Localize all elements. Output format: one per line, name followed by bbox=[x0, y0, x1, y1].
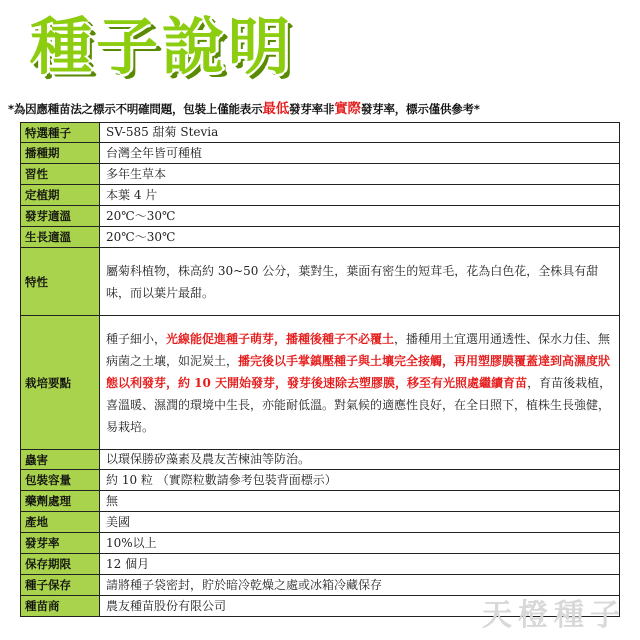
characteristics-cell bbox=[100, 248, 620, 316]
page-title: 種子說明 bbox=[30, 10, 295, 83]
notice-text bbox=[8, 97, 632, 117]
table-row bbox=[21, 206, 620, 227]
row-label: 播種期 bbox=[21, 143, 100, 164]
cultivation-seg-1: 種子細小， bbox=[106, 331, 167, 346]
notice-part1: *為因應種苗法之標示不明確問題，包裝上僅能表示 bbox=[8, 102, 263, 116]
row-label: 種苗商 bbox=[21, 596, 100, 617]
table-row bbox=[21, 470, 620, 491]
table-row bbox=[21, 554, 620, 575]
watermark-logo: 天橙種子 bbox=[482, 598, 626, 633]
notice-part2: 發芽率非 bbox=[289, 102, 335, 116]
row-value: 20℃～30℃ bbox=[100, 227, 620, 248]
notice-emphasis-actual: 實際 bbox=[334, 101, 361, 117]
row-label: 栽培要點 bbox=[21, 316, 100, 450]
cultivation-cell bbox=[100, 316, 620, 450]
row-value: 10%以上 bbox=[100, 533, 620, 554]
table-row bbox=[21, 491, 620, 512]
table-row bbox=[21, 512, 620, 533]
row-label: 定植期 bbox=[21, 185, 100, 206]
row-label: 包裝容量 bbox=[21, 470, 100, 491]
row-label: 蟲害 bbox=[21, 450, 100, 470]
row-value: SV-585 甜菊 Stevia bbox=[100, 123, 620, 143]
seed-spec-table bbox=[20, 122, 620, 617]
table-row bbox=[21, 227, 620, 248]
row-label: 發芽率 bbox=[21, 533, 100, 554]
row-label: 發芽適溫 bbox=[21, 206, 100, 227]
row-value: 本葉 4 片 bbox=[100, 185, 620, 206]
row-label: 生長適溫 bbox=[21, 227, 100, 248]
notice-emphasis-lowest: 最低 bbox=[262, 101, 290, 117]
row-value: 以環保勝矽藻素及農友苦楝油等防治。 bbox=[100, 450, 620, 470]
row-value: 台灣全年皆可種植 bbox=[100, 143, 620, 164]
row-value: 請將種子袋密封，貯於暗冷乾燥之處或冰箱冷藏保存 bbox=[100, 575, 620, 596]
row-value: 12 個月 bbox=[100, 554, 620, 575]
table-row bbox=[21, 123, 620, 143]
row-label: 產地 bbox=[21, 512, 100, 533]
title-banner bbox=[0, 4, 640, 90]
cultivation-text bbox=[106, 328, 613, 438]
notice-part3: 發芽率，標示僅供參考* bbox=[360, 102, 480, 116]
row-value: 多年生草本 bbox=[100, 164, 620, 185]
cultivation-seg-4: 播完後以手掌鎮壓種子與土壤完全接觸，再用塑膠膜覆蓋達到高濕度狀態以利發芽，約 10 天開始發芽，發芽後速除去塑膠膜，移至有光照處繼續育苗 bbox=[106, 353, 611, 390]
table-row bbox=[21, 533, 620, 554]
row-label: 習性 bbox=[21, 164, 100, 185]
row-value: 無 bbox=[100, 491, 620, 512]
row-value: 美國 bbox=[100, 512, 620, 533]
table-row bbox=[21, 248, 620, 316]
row-label: 特選種子 bbox=[21, 123, 100, 143]
cultivation-seg-2: 光線能促進種子萌芽，播種後種子不必覆土 bbox=[166, 331, 395, 346]
cultivation-seg-3: ，播種用土宜選用通透性、保水力佳、無病菌之土壤，如泥炭土， bbox=[106, 331, 611, 368]
table-row bbox=[21, 185, 620, 206]
row-value: 農友種苗股份有限公司 bbox=[100, 596, 620, 617]
characteristics-text: 屬菊科植物，株高約 30~50 公分，葉對生，葉面有密生的短茸毛，花為白色花，全株具有甜味，而以葉片最甜。 bbox=[106, 263, 599, 300]
row-value: 約 10 粒 （實際粒數請參考包裝背面標示） bbox=[100, 470, 620, 491]
row-label: 特性 bbox=[21, 248, 100, 316]
row-value: 20℃～30℃ bbox=[100, 206, 620, 227]
row-label: 藥劑處理 bbox=[21, 491, 100, 512]
row-label: 種子保存 bbox=[21, 575, 100, 596]
table-row bbox=[21, 164, 620, 185]
table-row bbox=[21, 143, 620, 164]
table-row bbox=[21, 450, 620, 470]
table-row bbox=[21, 316, 620, 450]
row-label: 保存期限 bbox=[21, 554, 100, 575]
cultivation-seg-5: ，育苗後栽植，喜溫暖、濕潤的環境中生長，亦能耐低溫。對氣候的適應性良好，在全日照下，植株生長強健，易栽培。 bbox=[106, 375, 612, 434]
